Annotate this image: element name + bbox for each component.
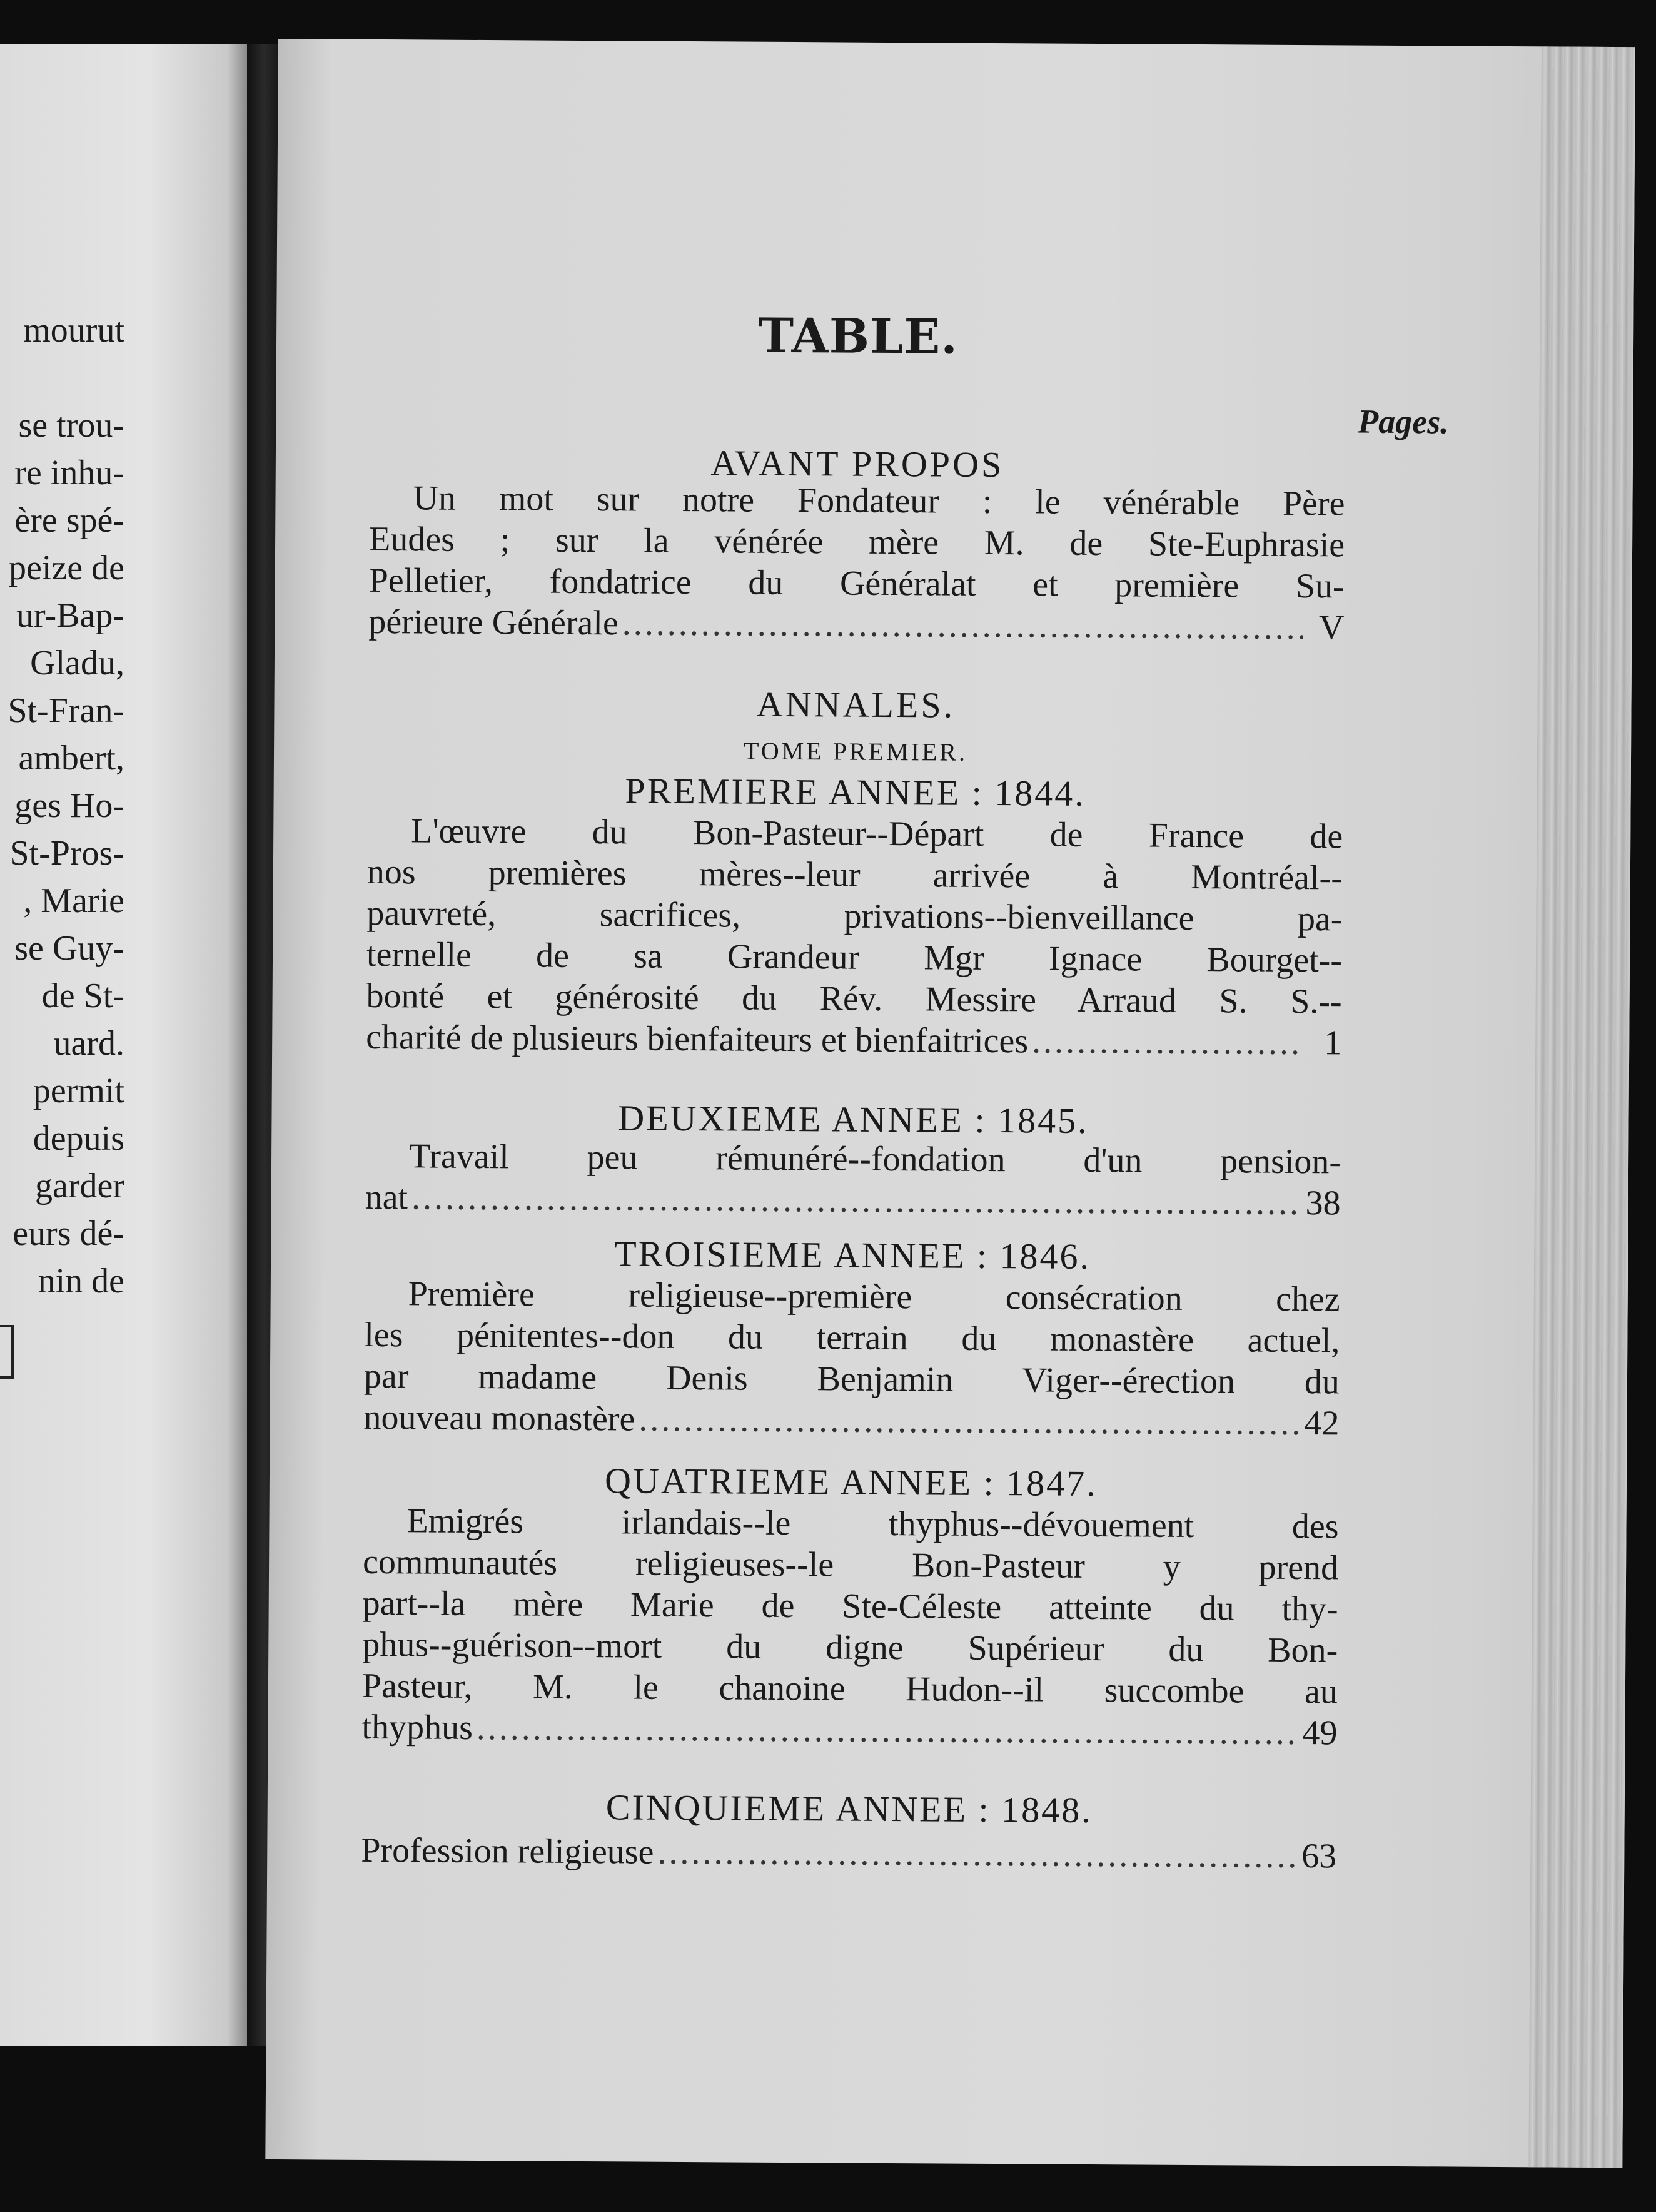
previous-page-line: St-Pros- [9, 834, 124, 873]
previous-page-line: se trou- [18, 406, 124, 445]
page-number: 42 [1304, 1404, 1340, 1443]
entry-last-text: Profession religieuse [361, 1830, 654, 1872]
entry-last-text: nouveau monastère [363, 1398, 635, 1439]
entry-last-text: charité de plusieurs bienfaiteurs et bienfaitrices [366, 1017, 1029, 1061]
pages-column-label: Pages. [1358, 402, 1449, 441]
entry-line: Emigrés irlandais--le thyphus--dévouement des [406, 1501, 1339, 1546]
page-number: 49 [1302, 1713, 1338, 1753]
entry-line: par madame Denis Benjamin Viger--érection du [363, 1356, 1340, 1402]
entry-last-line [363, 1397, 1339, 1444]
previous-page-line: ambert, [18, 739, 124, 778]
toc-entry-1848 [361, 1830, 1336, 1877]
previous-page-line: uard. [53, 1024, 124, 1063]
entry-last-line [361, 1830, 1336, 1877]
entry-line: Travail peu rémunéré--fondation d'un pension- [408, 1137, 1341, 1182]
page-content [361, 39, 1529, 1876]
page-edge [1528, 46, 1635, 2168]
leader-dots [1032, 1020, 1301, 1063]
year-heading-1848: CINQUIEME ANNEE : 1848. [605, 1787, 1093, 1831]
previous-page-line: ur-Bap- [16, 596, 124, 635]
year-heading-1847: QUATRIEME ANNEE : 1847. [604, 1460, 1098, 1504]
toc-entry-avant-propos [368, 477, 1345, 649]
leader-dots [639, 1399, 1298, 1444]
entry-last-line [361, 1707, 1337, 1754]
section-heading-avant-propos: AVANT PROPOS [710, 442, 1004, 485]
page-number: V [1318, 608, 1345, 647]
entry-line: Première religieuse--première consécration chez [408, 1274, 1340, 1319]
previous-page-line: Gladu, [30, 644, 124, 682]
volume-heading: TOME PREMIER. [743, 736, 968, 766]
bracket-mark [0, 1325, 14, 1379]
page-number: 38 [1305, 1184, 1341, 1223]
previous-page-line: ère spé- [14, 501, 124, 540]
entry-line: L'œuvre du Bon-Pasteur--Départ de France de [411, 811, 1343, 856]
toc-entry-1847 [361, 1500, 1338, 1754]
table-of-contents-page [265, 39, 1635, 2168]
previous-page-line: mourut [23, 311, 124, 350]
entry-line: les pénitentes--don du terrain du monastère actuel, [364, 1315, 1340, 1361]
previous-page-line: depuis [33, 1119, 124, 1158]
entry-line: Pelletier, fondatrice du Généralat et première Su- [368, 561, 1345, 606]
entry-line: phus--guérison--mort du digne Supérieur du Bon- [362, 1625, 1338, 1670]
leader-dots [411, 1177, 1300, 1224]
toc-entry-1846 [363, 1273, 1340, 1444]
previous-page-line: nin de [38, 1262, 124, 1301]
entry-line: nos premières mères--leur arrivée à Montréal-- [366, 852, 1343, 898]
entry-last-text: nat [365, 1177, 408, 1217]
previous-page-line [8, 354, 124, 402]
year-heading-1845: DEUXIEME ANNEE : 1845. [618, 1097, 1089, 1141]
previous-page-line: garder [34, 1167, 124, 1205]
entry-last-text: périeure Générale [368, 602, 618, 643]
entry-line: part--la mère Marie de Ste-Céleste atteinte du thy- [362, 1583, 1338, 1629]
previous-page-line: peize de [9, 549, 124, 587]
entry-line: Un mot sur notre Fondateur : le vénérable Père [413, 479, 1345, 524]
page-number: 63 [1301, 1837, 1337, 1876]
entry-line: communautés religieuses--le Bon-Pasteur y prend [362, 1542, 1339, 1588]
year-heading-1846: TROISIEME ANNEE : 1846. [614, 1233, 1091, 1277]
entry-last-line [365, 1177, 1340, 1224]
previous-page [0, 44, 247, 2046]
entry-last-line [368, 601, 1344, 649]
entry-line: bonté et générosité du Rév. Messire Arraud S. S.-- [366, 976, 1342, 1022]
toc-entry-1844 [366, 810, 1343, 1064]
entry-last-line [366, 1017, 1341, 1064]
previous-page-line: de St- [41, 977, 124, 1015]
previous-page-line: se Guy- [14, 929, 124, 968]
entry-line: Pasteur, M. le chanoine Hudon--il succombe au [361, 1666, 1338, 1712]
previous-page-text [8, 307, 247, 1305]
previous-page-line: ges Ho- [14, 786, 124, 825]
page-title: TABLE. [758, 307, 959, 365]
toc-entry-1845 [365, 1135, 1341, 1224]
previous-page-line: permit [33, 1072, 124, 1110]
leader-dots [477, 1707, 1296, 1753]
leader-dots [657, 1832, 1295, 1877]
entry-line: Eudes ; sur la vénérée mère M. de Ste-Euphrasie [368, 519, 1345, 565]
previous-page-line: , Marie [23, 881, 124, 920]
previous-page-line: St-Fran- [8, 691, 124, 730]
page-number: 1 [1324, 1023, 1342, 1063]
entry-last-text: thyphus [361, 1707, 473, 1747]
leader-dots [622, 602, 1303, 648]
year-heading-1844: PREMIERE ANNEE : 1844. [625, 770, 1086, 814]
previous-page-line: re inhu- [14, 454, 124, 492]
entry-line: ternelle de sa Grandeur Mgr Ignace Bourget-- [366, 935, 1343, 980]
previous-page-line: eurs dé- [13, 1214, 124, 1253]
entry-line: pauvreté, sacrifices, privations--bienveillance pa- [366, 893, 1343, 939]
section-heading-annales: ANNALES. [756, 683, 956, 726]
